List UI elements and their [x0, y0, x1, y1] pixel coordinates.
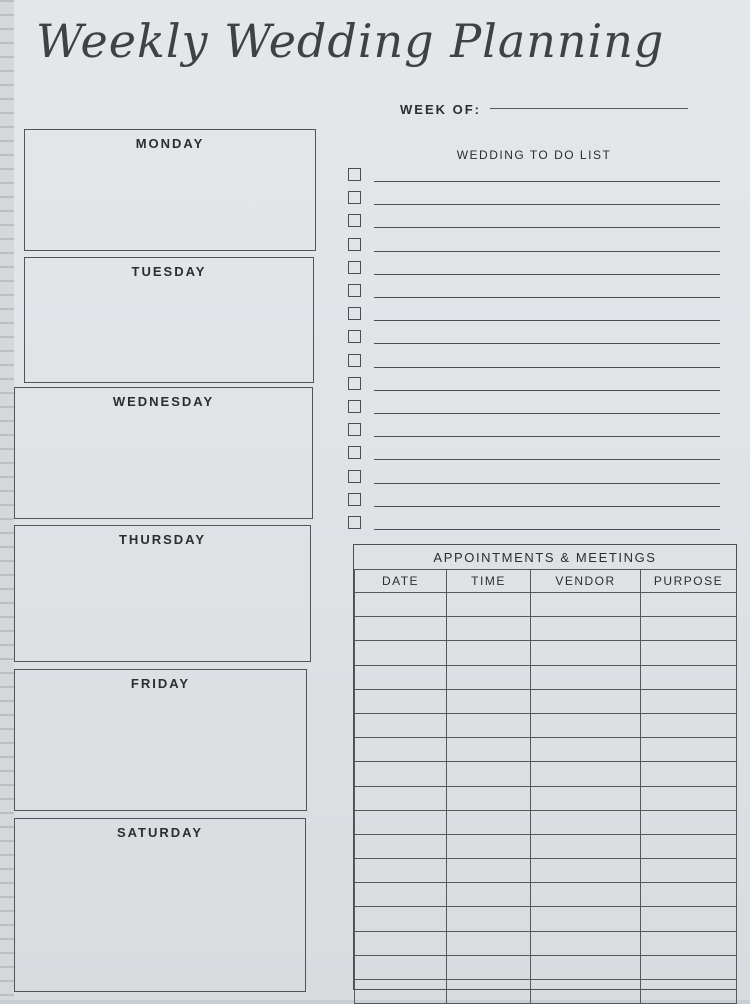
todo-writing-line[interactable] [374, 227, 720, 228]
vendor-cell[interactable] [531, 762, 641, 786]
purpose-cell[interactable] [641, 762, 737, 786]
time-cell[interactable] [447, 834, 531, 858]
todo-item[interactable] [348, 423, 720, 437]
purpose-cell[interactable] [641, 738, 737, 762]
time-cell[interactable] [447, 713, 531, 737]
todo-writing-line[interactable] [374, 483, 720, 484]
checkbox[interactable] [348, 238, 361, 251]
checkbox[interactable] [348, 377, 361, 390]
time-cell[interactable] [447, 689, 531, 713]
date-cell[interactable] [355, 883, 447, 907]
table-row [355, 980, 737, 1004]
vendor-cell[interactable] [531, 665, 641, 689]
vendor-cell[interactable] [531, 810, 641, 834]
todo-writing-line[interactable] [374, 367, 720, 368]
day-label: SATURDAY [116, 825, 204, 840]
vendor-cell[interactable] [531, 980, 641, 1004]
purpose-cell[interactable] [641, 931, 737, 955]
purpose-cell[interactable] [641, 665, 737, 689]
date-cell[interactable] [355, 713, 447, 737]
day-label: FRIDAY [130, 676, 191, 691]
time-cell[interactable] [447, 762, 531, 786]
appointments-table-body [355, 593, 737, 1004]
date-cell[interactable] [355, 665, 447, 689]
checkbox[interactable] [348, 261, 361, 274]
todo-item[interactable] [348, 330, 720, 344]
table-header-row [355, 570, 737, 593]
todo-item[interactable] [348, 191, 720, 205]
todo-writing-line[interactable] [374, 204, 720, 205]
time-cell[interactable] [447, 593, 531, 617]
date-cell[interactable] [355, 931, 447, 955]
todo-writing-line[interactable] [374, 390, 720, 391]
purpose-cell[interactable] [641, 907, 737, 931]
todo-writing-line[interactable] [374, 181, 720, 182]
vendor-cell[interactable] [531, 931, 641, 955]
day-box-friday[interactable] [14, 669, 307, 811]
vendor-cell[interactable] [531, 713, 641, 737]
table-row [355, 689, 737, 713]
checkbox[interactable] [348, 493, 361, 506]
checkbox[interactable] [348, 423, 361, 436]
table-row [355, 593, 737, 617]
table-row [355, 665, 737, 689]
checkbox[interactable] [348, 330, 361, 343]
todo-writing-line[interactable] [374, 320, 720, 321]
table-row [355, 641, 737, 665]
purpose-cell[interactable] [641, 713, 737, 737]
time-cell[interactable] [447, 810, 531, 834]
date-cell[interactable] [355, 907, 447, 931]
vendor-cell[interactable] [531, 907, 641, 931]
table-row [355, 834, 737, 858]
todo-item[interactable] [348, 470, 720, 484]
date-cell[interactable] [355, 786, 447, 810]
column-header-purpose: PURPOSE [641, 570, 737, 593]
vendor-cell[interactable] [531, 641, 641, 665]
todo-item[interactable] [348, 307, 720, 321]
checkbox[interactable] [348, 470, 361, 483]
purpose-cell[interactable] [641, 955, 737, 979]
time-cell[interactable] [447, 931, 531, 955]
todo-item[interactable] [348, 238, 720, 252]
checkbox[interactable] [348, 400, 361, 413]
checkbox[interactable] [348, 191, 361, 204]
todo-item[interactable] [348, 377, 720, 391]
checkbox[interactable] [348, 446, 361, 459]
date-cell[interactable] [355, 980, 447, 1004]
table-row [355, 907, 737, 931]
vendor-cell[interactable] [531, 689, 641, 713]
purpose-cell[interactable] [641, 617, 737, 641]
purpose-cell[interactable] [641, 980, 737, 1004]
todo-writing-line[interactable] [374, 506, 720, 507]
table-row [355, 931, 737, 955]
checkbox[interactable] [348, 354, 361, 367]
column-header-date: DATE [355, 570, 447, 593]
time-cell[interactable] [447, 883, 531, 907]
appointments-title: APPOINTMENTS & MEETINGS [433, 550, 657, 565]
column-header-vendor: VENDOR [531, 570, 641, 593]
day-box-thursday[interactable] [14, 525, 311, 662]
todo-item[interactable] [348, 516, 720, 530]
date-cell[interactable] [355, 955, 447, 979]
vendor-cell[interactable] [531, 617, 641, 641]
table-row [355, 883, 737, 907]
todo-item[interactable] [348, 400, 720, 414]
day-label: THURSDAY [118, 532, 207, 547]
purpose-cell[interactable] [641, 641, 737, 665]
time-cell[interactable] [447, 641, 531, 665]
todo-writing-line[interactable] [374, 297, 720, 298]
date-cell[interactable] [355, 859, 447, 883]
day-label: WEDNESDAY [112, 394, 215, 409]
table-row [355, 955, 737, 979]
todo-writing-line[interactable] [374, 436, 720, 437]
day-label: MONDAY [135, 136, 205, 151]
date-cell[interactable] [355, 834, 447, 858]
todo-item[interactable] [348, 284, 720, 298]
todo-writing-line[interactable] [374, 343, 720, 344]
vendor-cell[interactable] [531, 883, 641, 907]
table-row [355, 810, 737, 834]
day-box-saturday[interactable] [14, 818, 306, 992]
checkbox[interactable] [348, 307, 361, 320]
time-cell[interactable] [447, 665, 531, 689]
checkbox[interactable] [348, 168, 361, 181]
todo-item[interactable] [348, 168, 720, 182]
table-row [355, 786, 737, 810]
date-cell[interactable] [355, 762, 447, 786]
table-row [355, 762, 737, 786]
appointments-table-box [353, 544, 737, 990]
date-cell[interactable] [355, 617, 447, 641]
checkbox[interactable] [348, 214, 361, 227]
column-header-time: TIME [447, 570, 531, 593]
purpose-cell[interactable] [641, 786, 737, 810]
week-of-label: WEEK OF: [400, 102, 481, 117]
checkbox[interactable] [348, 284, 361, 297]
todo-item[interactable] [348, 354, 720, 368]
todo-writing-line[interactable] [374, 459, 720, 460]
date-cell[interactable] [355, 593, 447, 617]
day-box-monday[interactable] [24, 129, 316, 251]
time-cell[interactable] [447, 859, 531, 883]
todo-list-title: WEDDING TO DO LIST [456, 148, 612, 162]
time-cell[interactable] [447, 955, 531, 979]
time-cell[interactable] [447, 980, 531, 1004]
vendor-cell[interactable] [531, 738, 641, 762]
time-cell[interactable] [447, 738, 531, 762]
page-title: Weekly Wedding Planning [36, 14, 665, 68]
planner-page [14, 0, 750, 1000]
todo-item[interactable] [348, 446, 720, 460]
day-box-tuesday[interactable] [24, 257, 314, 383]
time-cell[interactable] [447, 907, 531, 931]
appointments-table [354, 569, 737, 1004]
date-cell[interactable] [355, 689, 447, 713]
todo-writing-line[interactable] [374, 251, 720, 252]
purpose-cell[interactable] [641, 593, 737, 617]
vendor-cell[interactable] [531, 786, 641, 810]
time-cell[interactable] [447, 617, 531, 641]
purpose-cell[interactable] [641, 689, 737, 713]
todo-writing-line[interactable] [374, 413, 720, 414]
purpose-cell[interactable] [641, 883, 737, 907]
vendor-cell[interactable] [531, 834, 641, 858]
table-row [355, 738, 737, 762]
purpose-cell[interactable] [641, 834, 737, 858]
todo-item[interactable] [348, 214, 720, 228]
table-row [355, 617, 737, 641]
vendor-cell[interactable] [531, 593, 641, 617]
todo-item[interactable] [348, 261, 720, 275]
date-cell[interactable] [355, 641, 447, 665]
todo-item[interactable] [348, 493, 720, 507]
vendor-cell[interactable] [531, 859, 641, 883]
vendor-cell[interactable] [531, 955, 641, 979]
day-label: TUESDAY [131, 264, 207, 279]
checkbox[interactable] [348, 516, 361, 529]
purpose-cell[interactable] [641, 859, 737, 883]
table-row [355, 713, 737, 737]
time-cell[interactable] [447, 786, 531, 810]
week-of-field[interactable] [490, 108, 688, 109]
day-box-wednesday[interactable] [14, 387, 313, 519]
todo-writing-line[interactable] [374, 529, 720, 530]
table-row [355, 859, 737, 883]
purpose-cell[interactable] [641, 810, 737, 834]
date-cell[interactable] [355, 810, 447, 834]
date-cell[interactable] [355, 738, 447, 762]
todo-writing-line[interactable] [374, 274, 720, 275]
